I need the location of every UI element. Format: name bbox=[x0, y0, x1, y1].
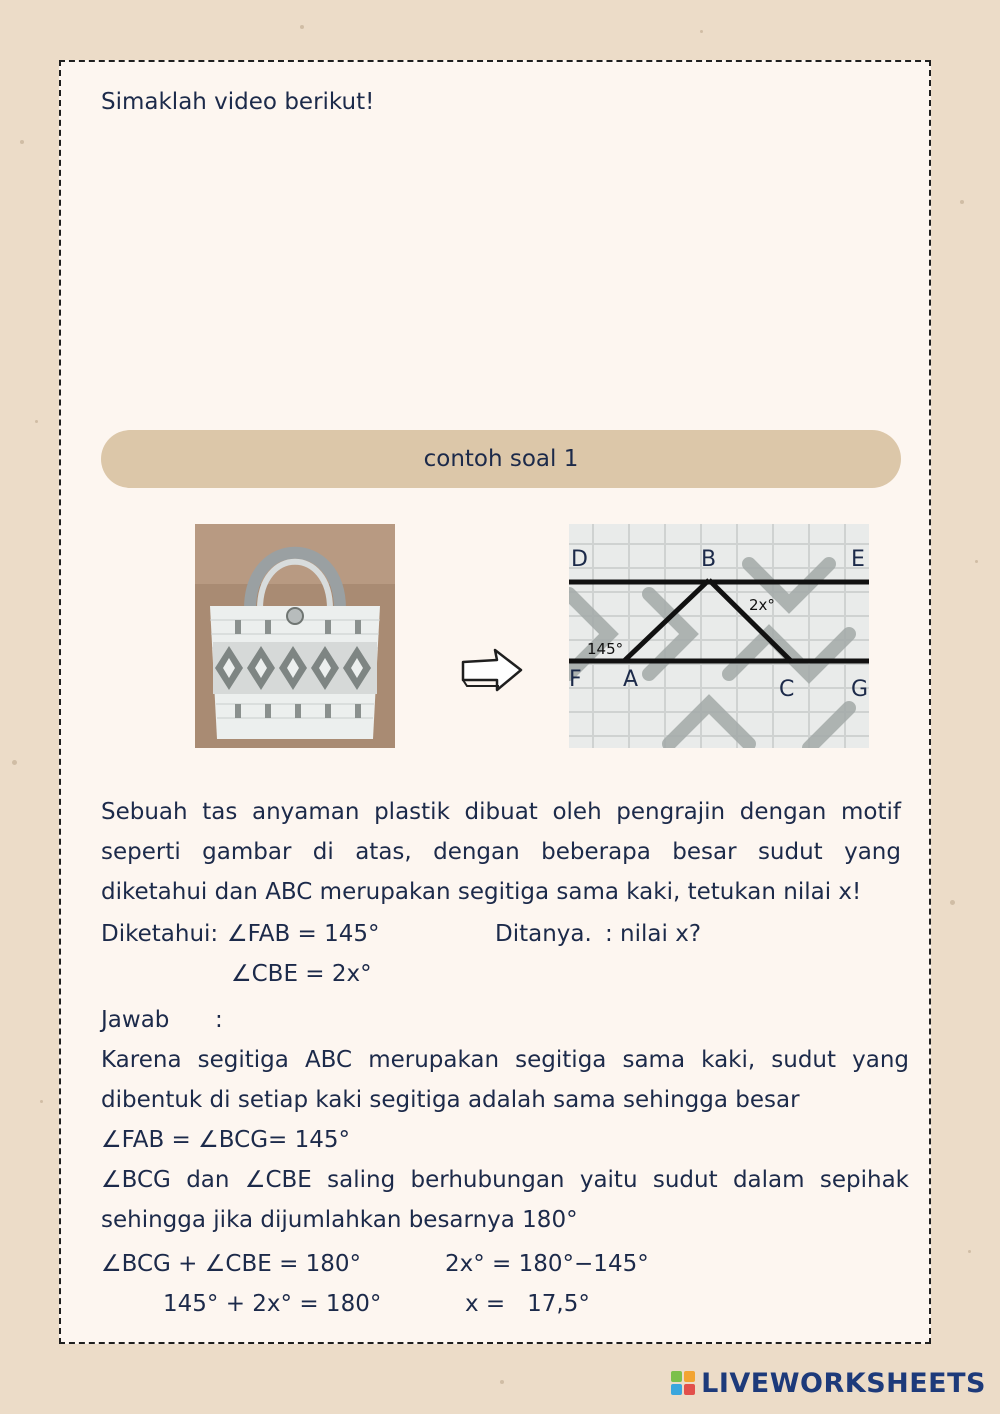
liveworksheets-brand[interactable] bbox=[671, 1366, 986, 1400]
answer-label: Jawab bbox=[101, 1007, 170, 1033]
given-label: Diketahui: bbox=[101, 921, 219, 947]
given-item-2: ∠CBE = 2x° bbox=[231, 961, 372, 987]
example-banner bbox=[101, 430, 901, 488]
intro-text: Simaklah video berikut! bbox=[101, 89, 375, 115]
right-arrow-icon bbox=[459, 646, 529, 696]
point-label-a: A bbox=[623, 667, 639, 692]
angle-label-cbe: 2x° bbox=[749, 596, 775, 614]
video-area[interactable] bbox=[101, 132, 901, 412]
asked-value: : nilai x? bbox=[605, 921, 702, 947]
answer-line-3: ∠FAB = ∠BCG= 145° bbox=[101, 1127, 351, 1153]
problem-line-2: seperti gambar di atas, dengan beberapa besar sudut yang bbox=[101, 839, 901, 865]
point-label-g: G bbox=[851, 677, 869, 702]
point-label-c: C bbox=[779, 677, 795, 702]
banner-label: contoh soal 1 bbox=[423, 446, 579, 472]
point-label-f: F bbox=[569, 667, 582, 692]
answer-line-2: dibentuk di setiap kaki segitiga adalah sama sehingga besar bbox=[101, 1087, 800, 1113]
equation-left-2: 145° + 2x° = 180° bbox=[163, 1291, 382, 1317]
answer-line-4: ∠BCG dan ∠CBE saling berhubungan yaitu sudut dalam sepihak bbox=[101, 1167, 909, 1193]
liveworksheets-logo-icon bbox=[671, 1371, 695, 1395]
angle-label-fab: 145° bbox=[587, 640, 624, 658]
worksheet-card bbox=[59, 60, 931, 1344]
problem-line-3: diketahui dan ABC merupakan segitiga sama kaki, tetukan nilai x! bbox=[101, 879, 862, 905]
answer-colon: : bbox=[215, 1007, 223, 1033]
problem-line-1: Sebuah tas anyaman plastik dibuat oleh pengrajin dengan motif bbox=[101, 799, 901, 825]
brand-name: LIVEWORKSHEETS bbox=[701, 1367, 986, 1399]
point-label-e: E bbox=[851, 547, 865, 572]
equation-right-1: 2x° = 180°−145° bbox=[445, 1251, 649, 1277]
triangle-diagram bbox=[569, 524, 869, 748]
point-label-d: D bbox=[571, 547, 588, 572]
given-item-1: ∠FAB = 145° bbox=[227, 921, 380, 947]
asked-label: Ditanya. bbox=[495, 921, 592, 947]
equation-left-1: ∠BCG + ∠CBE = 180° bbox=[101, 1251, 362, 1277]
answer-line-1: Karena segitiga ABC merupakan segitiga sama kaki, sudut yang bbox=[101, 1047, 909, 1073]
equation-right-2: x = 17,5° bbox=[465, 1291, 590, 1317]
woven-bag-photo bbox=[195, 524, 395, 748]
point-label-b: B bbox=[701, 547, 717, 572]
answer-line-5: sehingga jika dijumlahkan besarnya 180° bbox=[101, 1207, 578, 1233]
